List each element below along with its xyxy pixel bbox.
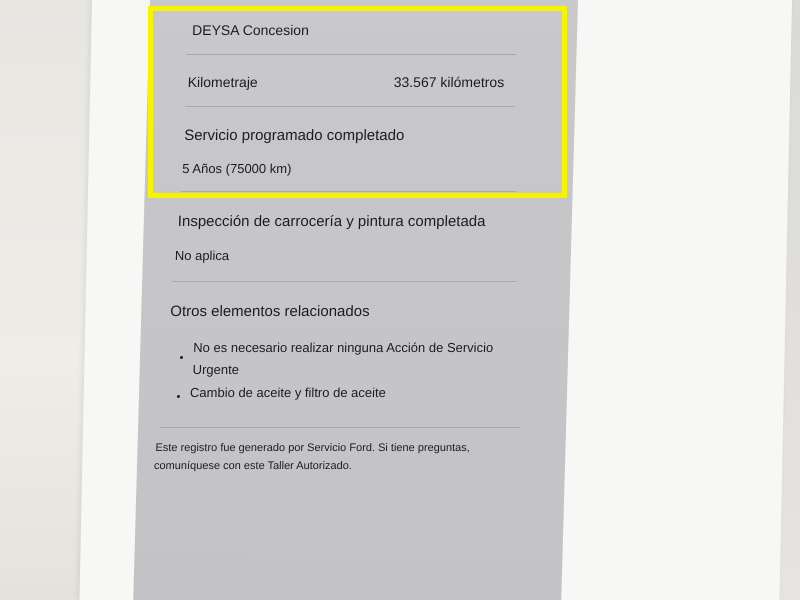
other-item-1-line2: Urgente bbox=[192, 362, 240, 377]
body-inspection-label: Inspección de carrocería y pintura completada bbox=[177, 213, 486, 230]
divider bbox=[185, 106, 515, 107]
bullet-icon bbox=[177, 395, 180, 398]
bullet-icon bbox=[180, 356, 183, 359]
footer-note-line1: Este registro fue generado por Servicio Ford. Si tiene preguntas, bbox=[155, 442, 470, 454]
mileage-label: Kilometraje bbox=[187, 74, 258, 90]
dealer-name: DEYSA Concesion bbox=[191, 22, 310, 38]
divider bbox=[186, 54, 516, 55]
service-record-panel bbox=[133, 0, 578, 600]
body-inspection-value: No aplica bbox=[174, 248, 230, 263]
scheduled-service-label: Servicio programado completado bbox=[183, 127, 405, 144]
scheduled-service-value: 5 Años (75000 km) bbox=[182, 161, 292, 176]
other-item-2: Cambio de aceite y filtro de aceite bbox=[189, 385, 387, 400]
divider bbox=[181, 191, 517, 192]
other-items-heading: Otros elementos relacionados bbox=[170, 303, 370, 320]
mileage-value: 33.567 kilómetros bbox=[393, 74, 505, 90]
footer-note-line2: comuníquese con este Taller Autorizado. bbox=[153, 460, 353, 472]
other-item-1-line1: No es necesario realizar ninguna Acción de Servicio bbox=[193, 340, 494, 355]
divider bbox=[172, 281, 516, 282]
divider bbox=[160, 427, 520, 428]
